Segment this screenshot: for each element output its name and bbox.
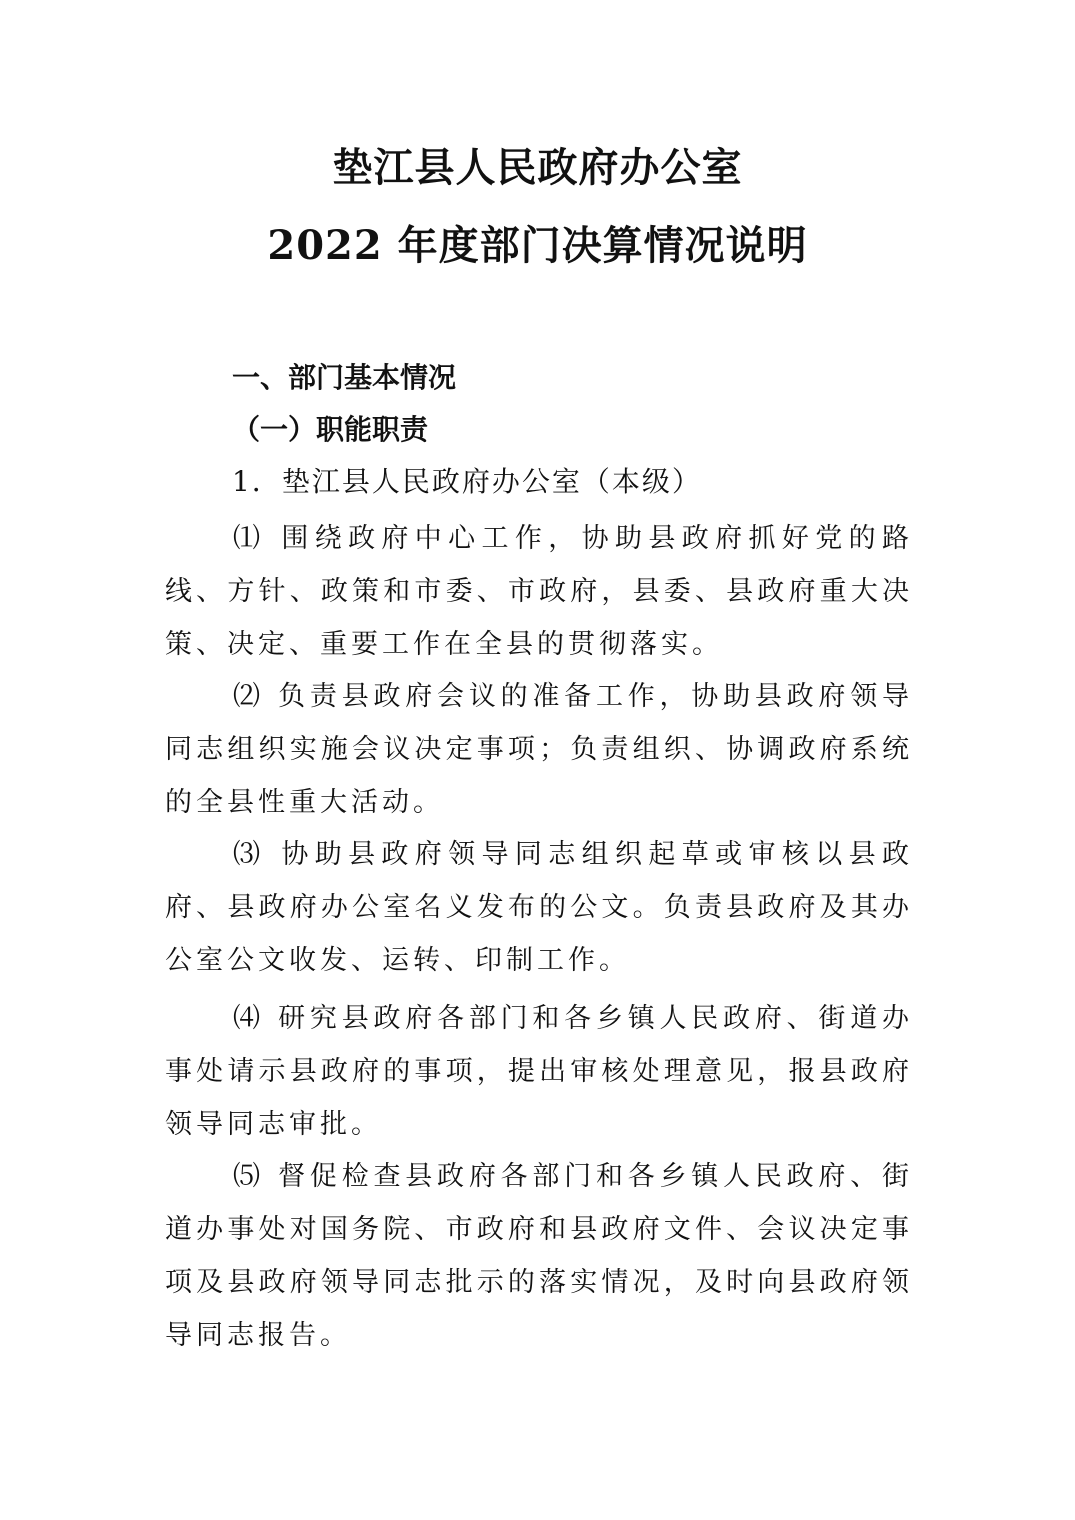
duty-paragraph-4: ⑷ 研究县政府各部门和各乡镇人民政府、街道办事处请示县政府的事项，提出审核处理意见，报县政府领导同志审批。 [165,1003,913,1140]
duty-paragraph-3: ⑶ 协助县政府领导同志组织起草或审核以县政府、县政府办公室名义发布的公文。负责县政府及其办公室公文收发、运转、印制工作。 [165,839,913,976]
duty-paragraph-5: ⑸ 督促检查县政府各部门和各乡镇人民政府、街道办事处对国务院、市政府和县政府文件、会议决定事项及县政府领导同志批示的落实情况，及时向县政府领导同志报告。 [165,1161,913,1351]
duty-paragraph-2: ⑵ 负责县政府会议的准备工作，协助县政府领导同志组织实施会议决定事项；负责组织、协调政府系统的全县性重大活动。 [165,681,913,818]
document-title-line-2: 2022 年度部门决算情况说明 [267,222,808,269]
duty-paragraph-1: ⑴ 围绕政府中心工作，协助县政府抓好党的路线、方针、政策和市委、市政府，县委、县政府重大决策、决定、重要工作在全县的贯彻落实。 [165,523,913,660]
section-heading: 一、部门基本情况 [232,361,457,394]
item-heading: 1．垫江县人民政府办公室（本级） [232,465,702,498]
document-title-line-1: 垫江县人民政府办公室 [332,144,743,191]
subsection-heading: （一）职能职责 [232,413,429,446]
